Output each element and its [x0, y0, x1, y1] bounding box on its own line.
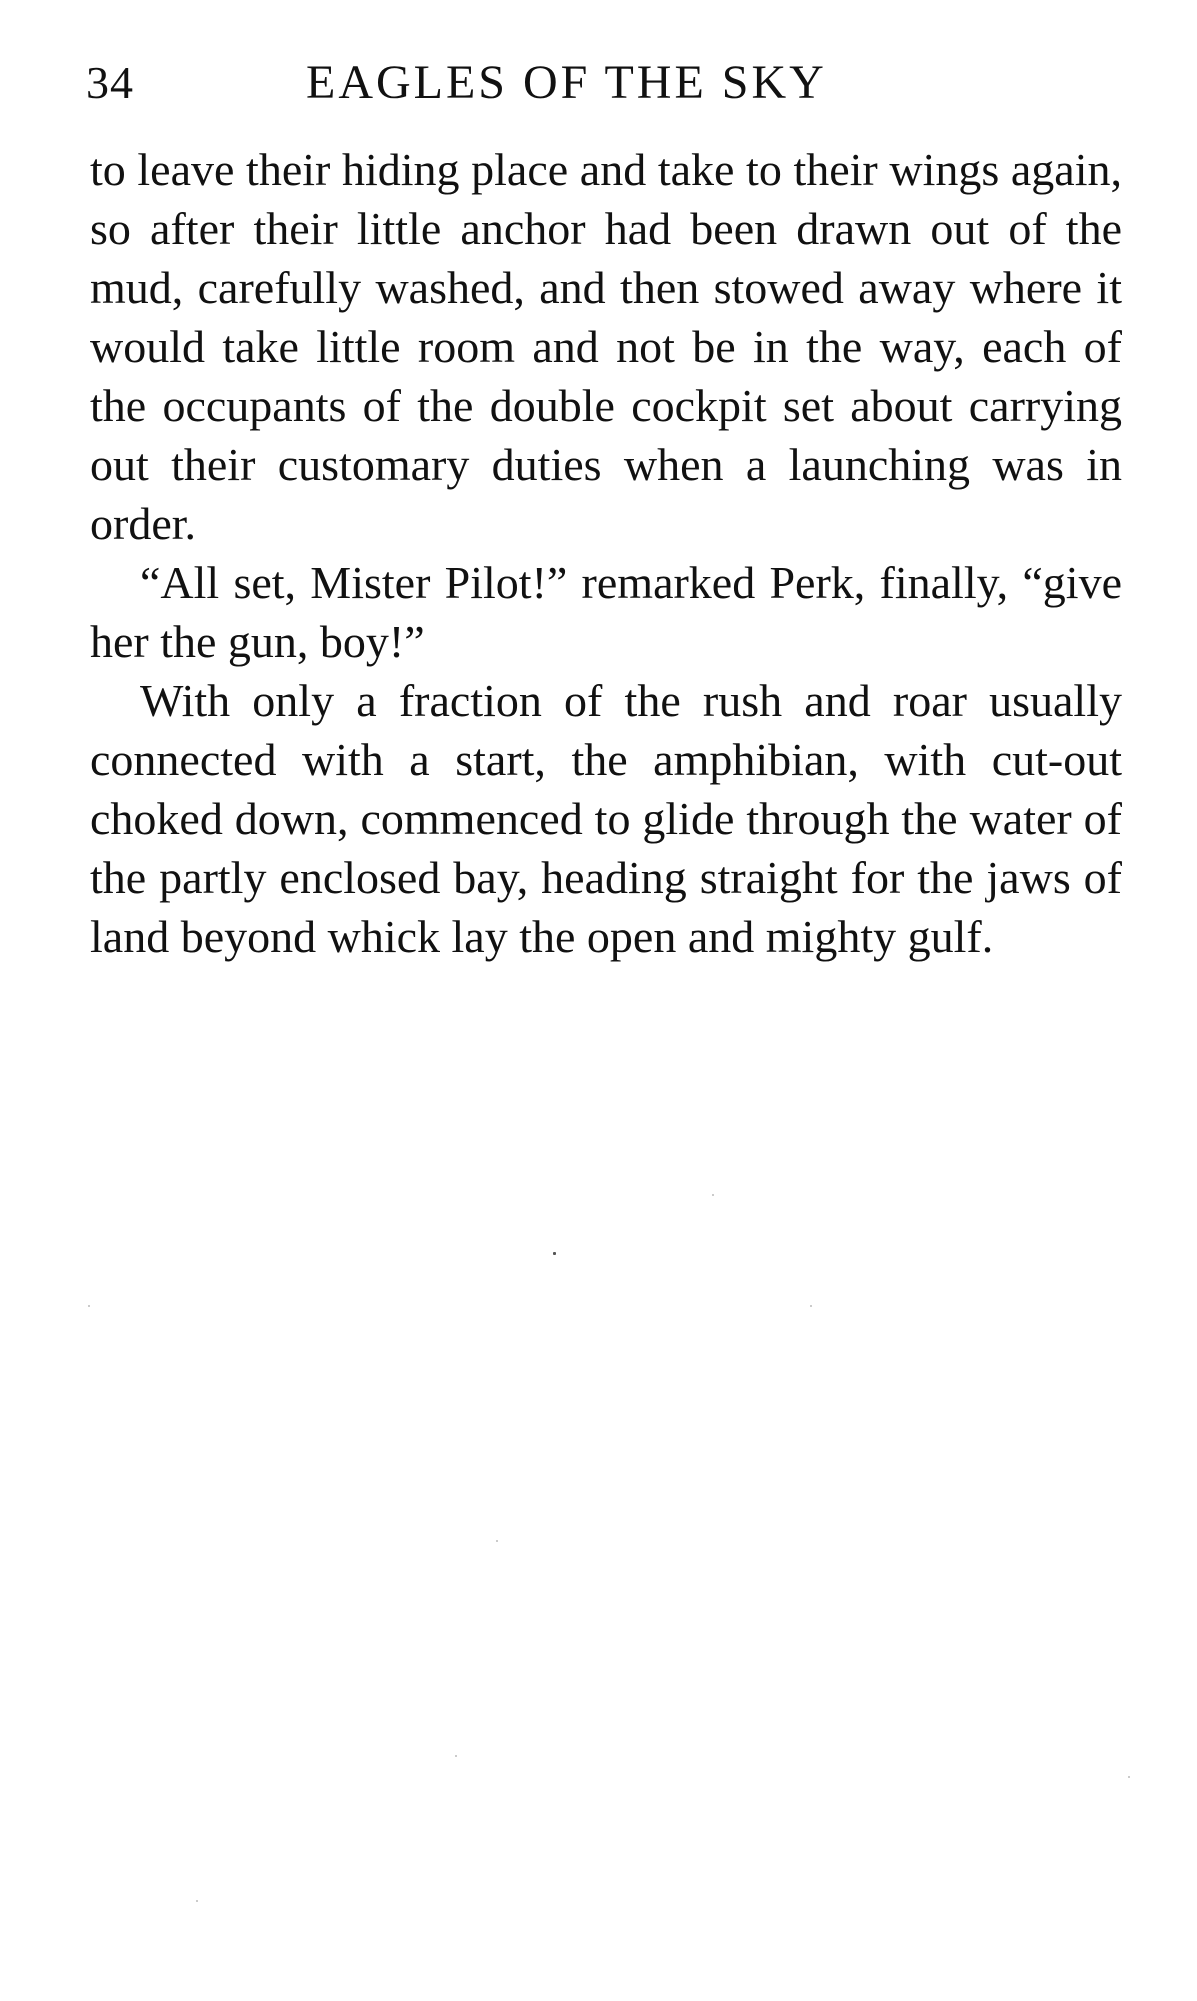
page-number: 34: [86, 57, 134, 108]
paper-speck: [455, 1755, 457, 1757]
paper-speck: [810, 1305, 812, 1307]
running-title: EAGLES OF THE SKY: [306, 56, 827, 109]
paragraph-dialogue: “All set, Mister Pilot!” remarked Perk, finally, “give her the gun, boy!”: [90, 557, 1122, 667]
paragraph-takeoff: With only a fraction of the rush and roar usually connected with a start, the amphibian, with cut-out choked down, commenced to glide through the water of the partly enclosed bay, heading straight for the jaws of land beyond whick lay the open and mighty gulf.: [90, 675, 1122, 962]
paper-speck: [496, 1540, 498, 1542]
paper-speck: [1128, 1776, 1130, 1778]
running-head: [86, 48, 1126, 118]
paper-speck: [88, 1305, 90, 1307]
paper-speck: [196, 1900, 198, 1902]
paper-speck: [553, 1252, 556, 1255]
body-text: [90, 140, 1122, 966]
paragraph-continuation: to leave their hiding place and take to their wings again, so after their little anchor had been drawn out of the mud, carefully washed, and then stowed away where it would take little room and not be in the way, each of the occupants of the double cockpit set about carrying out their customary duties when a launching was in order.: [90, 144, 1122, 549]
paper-speck: [712, 1194, 714, 1196]
